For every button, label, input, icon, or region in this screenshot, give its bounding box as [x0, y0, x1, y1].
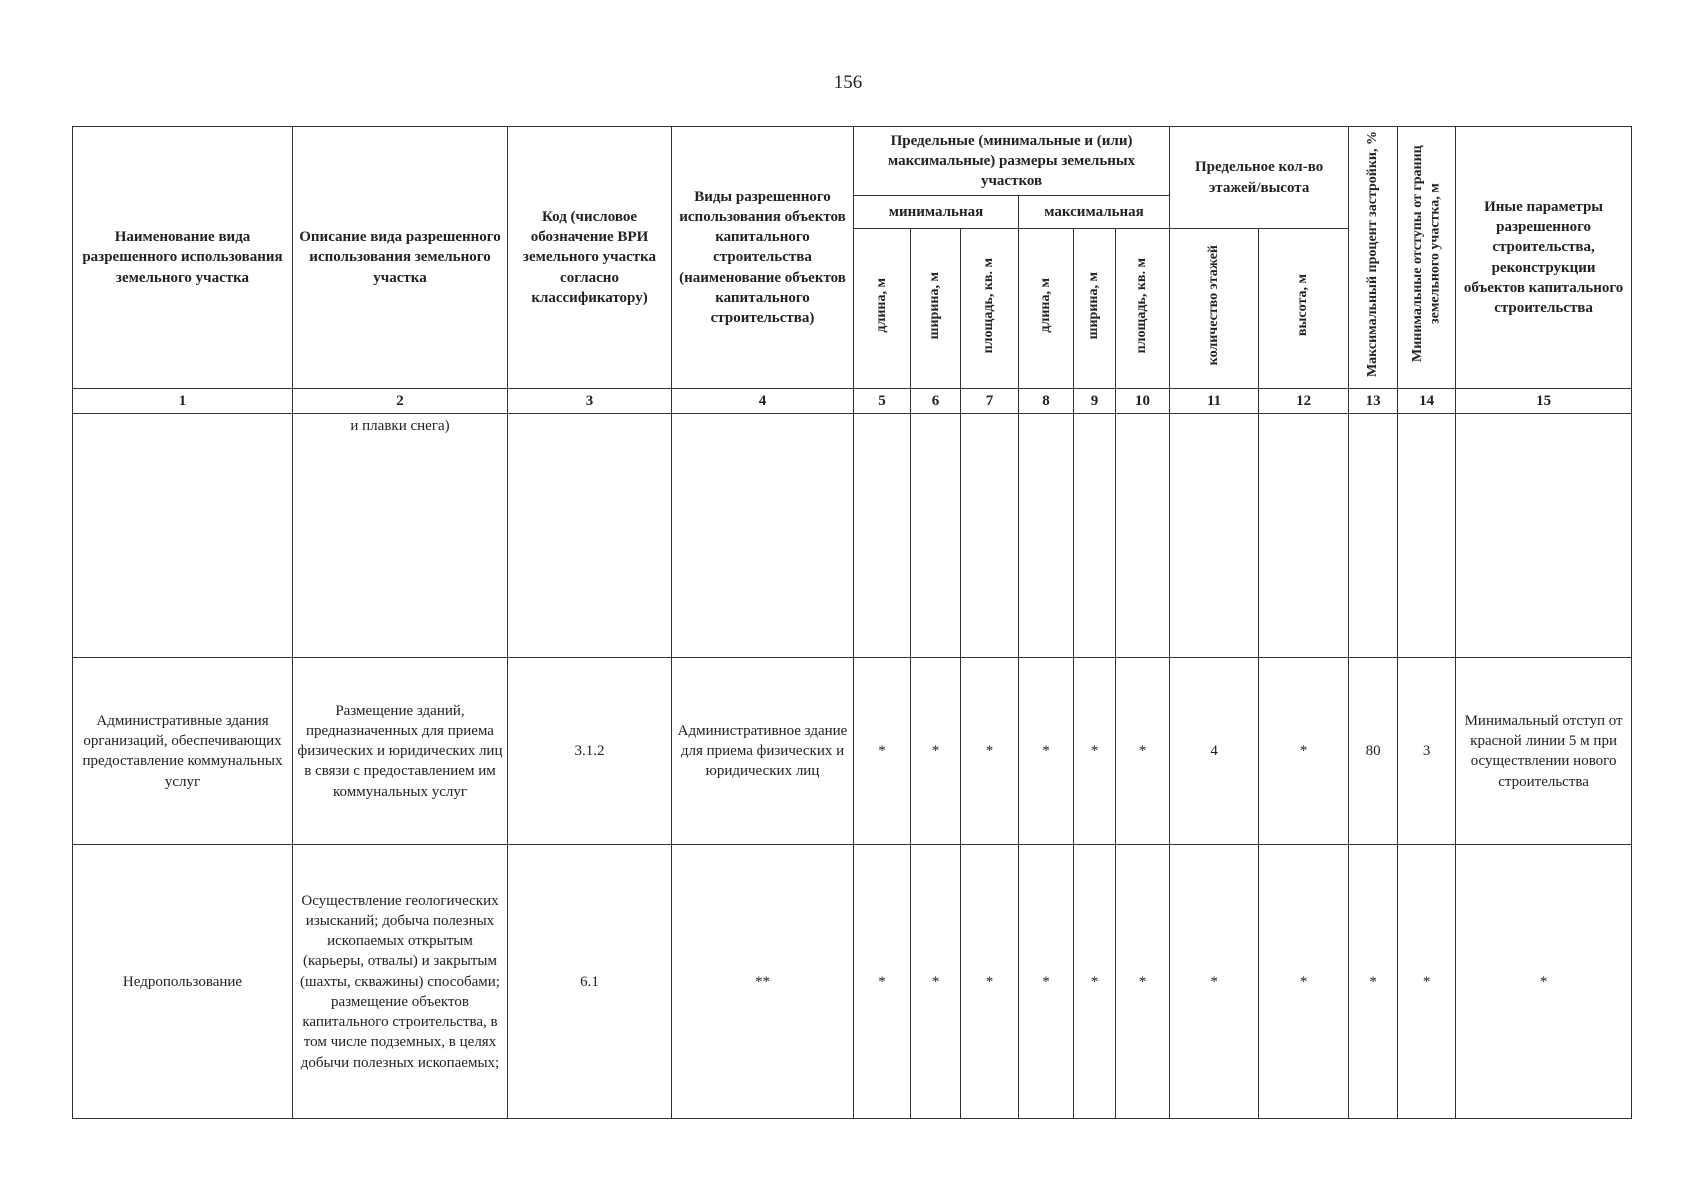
header-floors-height: Предельное кол-во этажей/высота: [1170, 127, 1349, 229]
cell-oks-types: Административное здание для приема физических и юридических лиц: [672, 658, 854, 845]
cell-min-area: *: [961, 845, 1019, 1119]
column-number-row: [73, 389, 1632, 414]
cell-min-width: *: [911, 658, 961, 845]
column-number: 3: [508, 389, 672, 414]
header-vri-description: Описание вида разрешенного использования земельного участка: [293, 127, 508, 389]
header-max-width-cell: [1074, 229, 1116, 389]
column-number: 12: [1259, 389, 1349, 414]
cell-vri-name: Административные здания организаций, обеспечивающих предоставление коммунальных услуг: [73, 658, 293, 845]
cell-max-length: [1019, 414, 1074, 658]
cell-oks-types: [672, 414, 854, 658]
cell-max-area: *: [1116, 845, 1170, 1119]
header-floors-count: количество этажей: [1205, 245, 1221, 366]
header-max-percent: Максимальный процент застройки, %: [1365, 131, 1381, 378]
cell-vri-code: 6.1: [508, 845, 672, 1119]
cell-min-width: [911, 414, 961, 658]
page-number: 156: [833, 72, 863, 93]
cell-max-width: [1074, 414, 1116, 658]
cell-min-length: *: [854, 658, 911, 845]
cell-height: *: [1259, 658, 1349, 845]
header-max-area: площадь, кв. м: [1134, 257, 1150, 354]
table-row: [73, 658, 1632, 845]
header-min-width-cell: [911, 229, 961, 389]
cell-min-setback: 3: [1398, 658, 1456, 845]
header-maximum: максимальная: [1019, 196, 1170, 229]
cell-min-length: [854, 414, 911, 658]
column-number: 9: [1074, 389, 1116, 414]
cell-min-area: [961, 414, 1019, 658]
header-min-area-cell: [961, 229, 1019, 389]
cell-vri-description: Осуществление геологических изысканий; добыча полезных ископаемых открытым (карьеры, отвалы) и закрытым (шахты, скважины) способами; размещение объектов капитального строительства, в том числе подземных, в целях добычи полезных ископаемых;: [293, 845, 508, 1119]
header-height: высота, м: [1295, 274, 1311, 337]
column-number: 2: [293, 389, 508, 414]
cell-other-params: Минимальный отступ от красной линии 5 м при осуществлении нового строительства: [1456, 658, 1632, 845]
header-max-length-cell: [1019, 229, 1074, 389]
cell-max-percent: 80: [1349, 658, 1398, 845]
column-number: 15: [1456, 389, 1632, 414]
column-number: 7: [961, 389, 1019, 414]
cell-vri-description: Размещение зданий, предназначенных для приема физических и юридических лиц в связи с предоставлением им коммунальных услуг: [293, 658, 508, 845]
header-min-area: площадь, кв. м: [981, 257, 997, 354]
column-number: 5: [854, 389, 911, 414]
cell-min-setback: *: [1398, 845, 1456, 1119]
column-number: 8: [1019, 389, 1074, 414]
column-number: 1: [73, 389, 293, 414]
column-number: 11: [1170, 389, 1259, 414]
cell-max-length: *: [1019, 845, 1074, 1119]
cell-max-area: [1116, 414, 1170, 658]
cell-min-area: *: [961, 658, 1019, 845]
header-oks-types: Виды разрешенного использования объектов капитального строительства (наименование объектов капитального строительства): [672, 127, 854, 389]
header-plot-size-limits: Предельные (минимальные и (или) максимальные) размеры земельных участков: [854, 127, 1170, 196]
cell-max-width: *: [1074, 845, 1116, 1119]
cell-max-width: *: [1074, 658, 1116, 845]
cell-vri-name: [73, 414, 293, 658]
column-number: 4: [672, 389, 854, 414]
column-number: 14: [1398, 389, 1456, 414]
header-min-length-cell: [854, 229, 911, 389]
cell-max-area: *: [1116, 658, 1170, 845]
cell-vri-description: и плавки снега): [293, 414, 508, 658]
header-max-percent-cell: [1349, 127, 1398, 389]
cell-other-params: *: [1456, 845, 1632, 1119]
cell-min-width: *: [911, 845, 961, 1119]
header-max-length: длина, м: [1037, 278, 1053, 333]
cell-max-percent: *: [1349, 845, 1398, 1119]
cell-floors: [1170, 414, 1259, 658]
header-minimum: минимальная: [854, 196, 1019, 229]
column-number: 10: [1116, 389, 1170, 414]
header-min-setback-cell: [1398, 127, 1456, 389]
header-vri-name: Наименование вида разрешенного использования земельного участка: [73, 127, 293, 389]
column-number: 6: [911, 389, 961, 414]
cell-height: [1259, 414, 1349, 658]
cell-height: *: [1259, 845, 1349, 1119]
cell-vri-code: [508, 414, 672, 658]
table-row: [73, 845, 1632, 1119]
cell-max-length: *: [1019, 658, 1074, 845]
cell-vri-code: 3.1.2: [508, 658, 672, 845]
header-other-params: Иные параметры разрешенного строительства, реконструкции объектов капитального строительства: [1456, 127, 1632, 389]
header-max-area-cell: [1116, 229, 1170, 389]
table-row: [73, 414, 1632, 658]
cell-floors: 4: [1170, 658, 1259, 845]
zoning-parameters-table: [72, 126, 1632, 1119]
header-floors-count-cell: [1170, 229, 1259, 389]
header-vri-code: Код (числовое обозначение ВРИ земельного участка согласно классификатору): [508, 127, 672, 389]
cell-min-setback: [1398, 414, 1456, 658]
cell-floors: *: [1170, 845, 1259, 1119]
header-min-length: длина, м: [873, 278, 889, 333]
column-number: 13: [1349, 389, 1398, 414]
header-min-width: ширина, м: [927, 271, 943, 340]
cell-vri-name: Недропользование: [73, 845, 293, 1119]
header-height-cell: [1259, 229, 1349, 389]
cell-other-params: [1456, 414, 1632, 658]
cell-max-percent: [1349, 414, 1398, 658]
header-max-width: ширина, м: [1086, 271, 1102, 340]
header-min-setback: Минимальные отступы от границ земельного участка, м: [1410, 146, 1443, 363]
cell-oks-types: **: [672, 845, 854, 1119]
cell-min-length: *: [854, 845, 911, 1119]
